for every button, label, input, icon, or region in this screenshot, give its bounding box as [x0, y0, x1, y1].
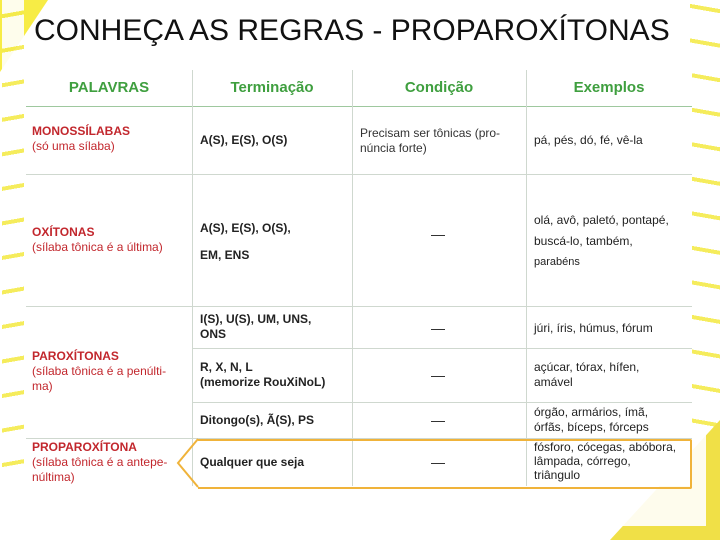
termination-line: R, X, N, L: [200, 360, 253, 374]
category-label: PAROXÍTONAS: [32, 349, 119, 363]
condition-line: Precisam ser tônicas (pro-: [360, 126, 501, 140]
row-oxitonas-category: [32, 225, 163, 255]
column-divider: [526, 70, 527, 486]
row-paroxitonas-1-examples: júri, íris, húmus, fórum: [534, 321, 653, 335]
header-palavras: PALAVRAS: [68, 79, 150, 96]
stripe-decoration-left: [2, 0, 24, 480]
row-monossilabas-category: [32, 124, 130, 154]
row-divider: [26, 306, 692, 307]
row-paroxitonas-3-termination: Ditongo(s), Ã(S), PS: [200, 413, 314, 427]
condition-line: núncia forte): [360, 141, 427, 155]
category-description: (sílaba tônica é a penúlti-: [32, 364, 167, 378]
termination-line: EM, ENS: [200, 248, 250, 262]
header-divider: [26, 106, 692, 107]
category-description: (só uma sílaba): [32, 139, 115, 153]
row-paroxitonas-1-condition: —: [431, 320, 445, 336]
header-condicao: Condição: [404, 79, 474, 96]
row-paroxitonas-category: [32, 349, 166, 394]
row-paroxitonas-3-condition: —: [431, 412, 445, 428]
row-divider: [26, 174, 692, 175]
example-line: fósforo, cócegas, abóbora,: [534, 440, 677, 454]
row-oxitonas-termination: [200, 221, 291, 263]
example-line: triângulo: [534, 468, 581, 482]
category-label: OXÍTONAS: [32, 225, 95, 239]
slide-title: CONHEÇA AS REGRAS - PROPAROXÍTONAS: [34, 14, 670, 47]
category-label: PROPAROXÍTONA: [32, 440, 137, 454]
header-terminacao: Terminação: [230, 79, 314, 96]
category-description: ma): [32, 379, 53, 393]
category-description: núltima): [32, 470, 75, 484]
example-line: parabéns: [534, 256, 580, 268]
termination-line: ONS: [200, 327, 227, 341]
example-line: amável: [534, 375, 573, 389]
row-paroxitonas-1-termination: [200, 312, 311, 342]
termination-line: A(S), E(S), O(S),: [200, 221, 291, 235]
column-divider: [192, 70, 193, 486]
column-divider: [352, 70, 353, 486]
example-line: buscá-lo, também,: [534, 234, 633, 248]
rules-table: [26, 70, 692, 486]
row-monossilabas-examples: pá, pés, dó, fé, vê-la: [534, 133, 643, 147]
row-paroxitonas-2-examples: [534, 360, 639, 390]
row-paroxitonas-2-termination: [200, 360, 325, 390]
example-line: órfãs, bíceps, fórceps: [534, 420, 649, 434]
row-divider: [192, 348, 692, 349]
row-monossilabas-termination: A(S), E(S), O(S): [200, 133, 288, 147]
category-description: (sílaba tônica é a última): [32, 240, 163, 254]
example-line: olá, avô, paletó, pontapé,: [534, 213, 669, 227]
row-divider: [192, 402, 692, 403]
row-oxitonas-condition: —: [431, 226, 445, 242]
row-paroxitonas-3-examples: [534, 405, 649, 435]
termination-line: I(S), U(S), UM, UNS,: [200, 312, 312, 326]
highlight-box: [198, 439, 692, 489]
row-proparoxitona-termination: Qualquer que seja: [200, 455, 305, 469]
example-line: lâmpada, córrego,: [534, 454, 631, 468]
row-oxitonas-examples: [534, 213, 669, 270]
example-line: órgão, armários, ímã,: [534, 405, 649, 419]
row-proparoxitona-condition: —: [431, 454, 445, 470]
category-description: (sílaba tônica é a antepe-: [32, 455, 168, 469]
termination-line: (memorize RouXiNoL): [200, 375, 326, 389]
category-label: MONOSSÍLABAS: [32, 124, 131, 138]
example-line: açúcar, tórax, hífen,: [534, 360, 640, 374]
row-proparoxitona-category: [32, 440, 167, 485]
header-exemplos: Exemplos: [573, 79, 645, 96]
row-monossilabas-condition: [360, 126, 500, 156]
row-paroxitonas-2-condition: —: [431, 367, 445, 383]
